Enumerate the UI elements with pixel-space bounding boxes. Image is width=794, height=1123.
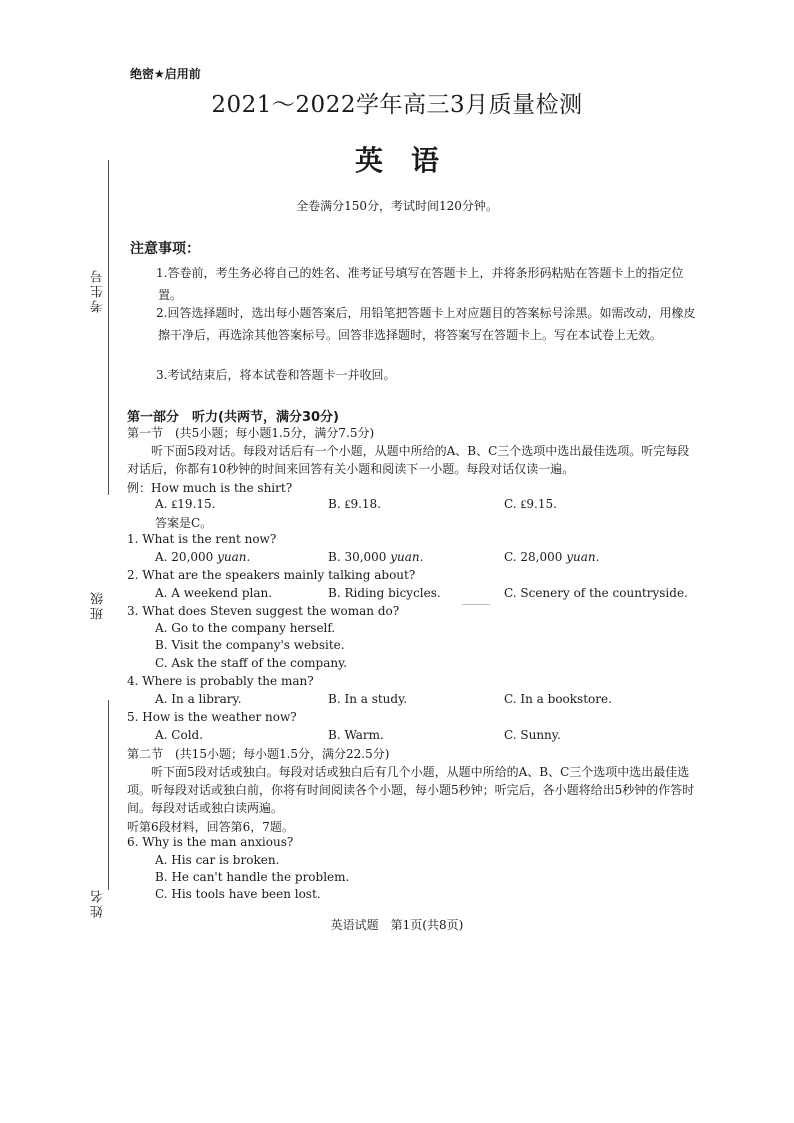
section2-title: 第二节 (共15小题；每小题1.5分，满分22.5分)	[127, 747, 390, 761]
part1-title: 第一部分 听力(共两节，满分30分)	[127, 410, 339, 425]
subject-title: 英语	[354, 144, 467, 177]
question-3: 3. What does Steven suggest the woman do?	[127, 604, 400, 618]
q4-option-a: A. In a library.	[155, 692, 242, 706]
notice-item: 2.回答选择题时，选出每小题答案后，用铅笔把答题卡上对应题目的答案标号涂黑。如需改动，用橡皮擦干净后，再选涂其他答案标号。回答非选择题时，将答案写在答题卡上。写在本试卷上无效。	[156, 306, 696, 342]
binding-line	[108, 700, 109, 890]
question-5: 5. How is the weather now?	[127, 710, 297, 724]
q6-option-b: B. He can't handle the problem.	[155, 870, 350, 884]
question-1: 1. What is the rent now?	[127, 532, 277, 546]
q2-option-a: A. A weekend plan.	[155, 586, 273, 600]
q5-option-b: B. Warm.	[328, 728, 384, 742]
q3-option-a: A. Go to the company herself.	[155, 621, 336, 635]
example-answer: 答案是C。	[155, 516, 213, 530]
q6-option-a: A. His car is broken.	[155, 853, 280, 867]
q4-option-c: C. In a bookstore.	[504, 692, 612, 706]
example-option-c: C. ₤9.15.	[504, 497, 557, 511]
class-label: 班级	[91, 590, 106, 620]
example-option-a: A. ₤19.15.	[155, 497, 216, 511]
binding-line	[108, 395, 109, 495]
section1-instructions: 听下面5段对话。每段对话后有一个小题，从题中所给的A、B、C三个选项中选出最佳选项。听完每段对话后，你都有10秒钟的时间来回答有关小题和阅读下一小题。每段对话仅读一遍。	[127, 444, 690, 476]
page-footer: 英语试题 第1页(共8页)	[330, 918, 464, 932]
notice-item: 1.答卷前，考生务必将自己的姓名、准考证号填写在答题卡上，并将条形码粘贴在答题卡上的指定位置。	[156, 266, 684, 302]
q4-option-b: B. In a study.	[328, 692, 408, 706]
question-4: 4. Where is probably the man?	[127, 674, 314, 688]
q5-option-a: A. Cold.	[155, 728, 204, 742]
notice-title: 注意事项：	[130, 241, 200, 257]
section2-instructions: 听下面5段对话或独白。每段对话或独白后有几个小题，从题中所给的A、B、C三个选项中选出最佳选项。听每段对话或独白前，你将有时间阅读各个小题，每小题5秒钟；听完后，各小题将给出5秒钟的作答时间。每段对话或独白读两遍。	[127, 765, 695, 815]
q3-option-b: B. Visit the company's website.	[155, 638, 345, 652]
section1-title: 第一节 (共5小题；每小题1.5分，满分7.5分)	[127, 426, 375, 440]
notice-item: 3.考试结束后，将本试卷和答题卡一并收回。	[156, 368, 396, 382]
q6-option-c: C. His tools have been lost.	[155, 887, 321, 901]
material-note: 听第6段材料，回答第6，7题。	[127, 820, 294, 834]
q5-option-c: C. Sunny.	[504, 728, 561, 742]
confidential-mark: 绝密★启用前	[130, 67, 201, 81]
question-6: 6. Why is the man anxious?	[127, 835, 294, 849]
question-2: 2. What are the speakers mainly talking about?	[127, 568, 416, 582]
q2-option-b: B. Riding bicycles.	[328, 586, 441, 600]
example-option-b: B. ₤9.18.	[328, 497, 381, 511]
q1-option-a: A. 20,000 yuan.	[155, 550, 251, 564]
q1-option-c: C. 28,000 yuan.	[504, 550, 600, 564]
score-info: 全卷满分150分，考试时间120分钟。	[296, 199, 498, 213]
scan-mark	[462, 604, 490, 605]
example-question: 例：How much is the shirt?	[127, 481, 293, 495]
q1-option-b: B. 30,000 yuan.	[328, 550, 424, 564]
exam-number-label: 考生号	[91, 268, 106, 313]
name-label: 姓名	[91, 888, 106, 918]
q3-option-c: C. Ask the staff of the company.	[155, 656, 348, 670]
exam-title: 2021～2022学年高三3月质量检测	[211, 92, 583, 118]
q2-option-c: C. Scenery of the countryside.	[504, 586, 688, 600]
